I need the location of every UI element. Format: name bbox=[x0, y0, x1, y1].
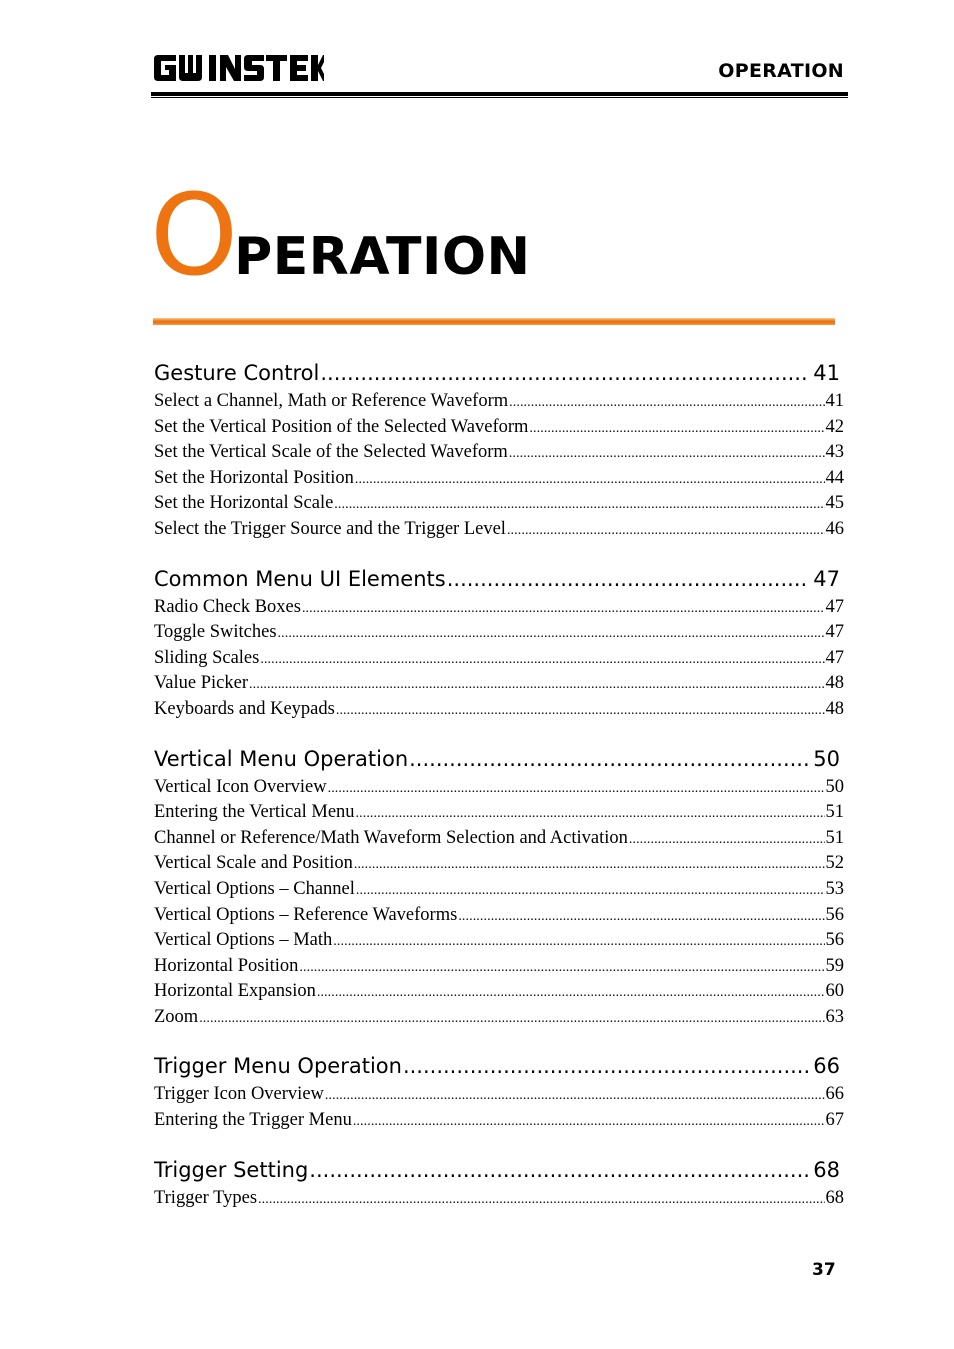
toc-entry-title: Value Picker bbox=[154, 673, 249, 694]
toc-leader-dots bbox=[334, 492, 824, 517]
toc-leader-dots bbox=[409, 744, 808, 775]
toc-entry[interactable] bbox=[154, 877, 844, 903]
toc-leader-dots bbox=[336, 698, 825, 723]
toc-entry-title: Entering the Trigger Menu bbox=[154, 1110, 352, 1131]
toc-entry-page: 42 bbox=[825, 416, 844, 437]
toc-entry[interactable] bbox=[154, 440, 844, 466]
toc-section-page: 68 bbox=[813, 1157, 840, 1182]
chapter-divider bbox=[153, 318, 835, 325]
toc-entry-title: Keyboards and Keypads bbox=[154, 698, 335, 719]
toc-entry[interactable] bbox=[154, 697, 844, 723]
toc-entry-title: Vertical Options – Math bbox=[154, 930, 333, 951]
toc-entry[interactable] bbox=[154, 775, 844, 801]
toc-entry-title: Trigger Icon Overview bbox=[154, 1084, 324, 1105]
toc-leader-dots bbox=[355, 467, 825, 492]
toc-entry[interactable] bbox=[154, 1108, 844, 1134]
toc-leader-dots bbox=[278, 621, 825, 646]
toc-entry[interactable] bbox=[154, 826, 844, 852]
toc-entry-page: 43 bbox=[825, 442, 844, 463]
toc-section-heading[interactable] bbox=[154, 1155, 844, 1186]
toc-entry[interactable] bbox=[154, 620, 844, 646]
header-section-title: OPERATION bbox=[718, 60, 844, 82]
toc-entry-title: Vertical Options – Reference Waveforms bbox=[154, 904, 458, 925]
toc-entry[interactable] bbox=[154, 491, 844, 517]
toc-section-heading[interactable] bbox=[154, 744, 844, 775]
toc-entry-page: 60 bbox=[825, 981, 844, 1002]
toc-leader-dots bbox=[458, 904, 824, 929]
toc-section-title: Trigger Menu Operation bbox=[154, 1054, 402, 1079]
toc-entry-page: 50 bbox=[825, 776, 844, 797]
toc-entry-page: 68 bbox=[825, 1187, 844, 1208]
toc-entry-title: Radio Check Boxes bbox=[154, 596, 301, 617]
toc-entry-page: 52 bbox=[825, 853, 844, 874]
toc-section bbox=[154, 358, 844, 543]
toc-section-page: 50 bbox=[813, 746, 840, 771]
toc-section bbox=[154, 744, 844, 1031]
toc-entry-title: Set the Vertical Position of the Selected Waveform bbox=[154, 416, 529, 437]
toc-entry-page: 47 bbox=[825, 647, 844, 668]
toc-entry-title: Trigger Types bbox=[154, 1187, 258, 1208]
toc-entry[interactable] bbox=[154, 851, 844, 877]
toc-section bbox=[154, 1051, 844, 1133]
toc-entry-page: 56 bbox=[825, 904, 844, 925]
toc-leader-dots bbox=[258, 1187, 824, 1212]
toc-entry[interactable] bbox=[154, 1082, 844, 1108]
toc-leader-dots bbox=[529, 416, 824, 441]
toc-section bbox=[154, 564, 844, 723]
toc-leader-dots bbox=[356, 801, 825, 826]
toc-entry-title: Select a Channel, Math or Reference Waveform bbox=[154, 391, 509, 411]
toc-entry-page: 51 bbox=[825, 827, 844, 848]
toc-entry[interactable] bbox=[154, 1186, 844, 1212]
toc-entry-title: Toggle Switches bbox=[154, 622, 277, 643]
toc-section-title: Trigger Setting bbox=[154, 1157, 309, 1182]
header-rule-thin bbox=[151, 97, 848, 98]
toc-entry[interactable] bbox=[154, 646, 844, 672]
toc-section-page: 47 bbox=[813, 566, 840, 591]
chapter-initial: O bbox=[150, 171, 239, 301]
toc-leader-dots bbox=[328, 776, 825, 801]
toc-entry-page: 48 bbox=[825, 673, 844, 694]
toc-entry-page: 41 bbox=[825, 391, 844, 411]
gw-instek-logo bbox=[154, 55, 324, 83]
toc-entry-title: Set the Horizontal Scale bbox=[154, 493, 334, 514]
toc-entry-title: Horizontal Expansion bbox=[154, 981, 316, 1002]
toc-entry-page: 56 bbox=[825, 930, 844, 951]
toc-leader-dots bbox=[447, 564, 809, 595]
toc-entry[interactable] bbox=[154, 800, 844, 826]
toc-leader-dots bbox=[333, 929, 824, 954]
toc-entry[interactable] bbox=[154, 595, 844, 621]
toc-entry-title: Sliding Scales bbox=[154, 647, 260, 668]
chapter-title bbox=[150, 171, 531, 301]
toc-entry[interactable] bbox=[154, 671, 844, 697]
toc-leader-dots bbox=[199, 1006, 824, 1031]
header-rule bbox=[151, 92, 848, 96]
toc-entry[interactable] bbox=[154, 1005, 844, 1031]
table-of-contents bbox=[154, 358, 844, 1232]
toc-section-heading[interactable] bbox=[154, 358, 844, 389]
toc-leader-dots bbox=[309, 1155, 808, 1186]
toc-section-heading[interactable] bbox=[154, 564, 844, 595]
toc-section-page: 66 bbox=[813, 1054, 840, 1079]
toc-entry-page: 59 bbox=[825, 955, 844, 976]
toc-entry[interactable] bbox=[154, 903, 844, 929]
toc-leader-dots bbox=[317, 980, 825, 1005]
toc-entry-page: 66 bbox=[825, 1084, 844, 1105]
toc-entry-page: 47 bbox=[825, 596, 844, 617]
toc-leader-dots bbox=[509, 390, 824, 415]
toc-entry-title: Vertical Options – Channel bbox=[154, 878, 355, 899]
toc-entry-title: Horizontal Position bbox=[154, 955, 299, 976]
toc-entry[interactable] bbox=[154, 415, 844, 441]
toc-entry-title: Channel or Reference/Math Waveform Selection and Activation bbox=[154, 827, 628, 848]
toc-entry-title: Select the Trigger Source and the Trigger Level bbox=[154, 518, 506, 539]
toc-leader-dots bbox=[629, 827, 825, 852]
toc-entry-title: Vertical Scale and Position bbox=[154, 853, 353, 874]
toc-leader-dots bbox=[354, 852, 825, 877]
toc-leader-dots bbox=[320, 358, 808, 389]
toc-entry-page: 45 bbox=[825, 493, 844, 514]
toc-leader-dots bbox=[325, 1083, 825, 1108]
toc-section-page: 41 bbox=[813, 361, 840, 385]
toc-entry-title: Vertical Icon Overview bbox=[154, 776, 327, 797]
toc-entry-page: 53 bbox=[825, 878, 844, 899]
toc-entry-page: 47 bbox=[825, 622, 844, 643]
toc-leader-dots bbox=[509, 441, 825, 466]
toc-entry[interactable] bbox=[154, 954, 844, 980]
toc-entry[interactable] bbox=[154, 466, 844, 492]
toc-entry-page: 46 bbox=[825, 518, 844, 539]
toc-entry[interactable] bbox=[154, 979, 844, 1005]
toc-section-title: Common Menu UI Elements bbox=[154, 566, 446, 591]
toc-entry-page: 63 bbox=[825, 1006, 844, 1027]
toc-section-title: Gesture Control bbox=[154, 361, 320, 385]
toc-entry-title: Set the Horizontal Position bbox=[154, 467, 354, 488]
toc-leader-dots bbox=[356, 878, 825, 903]
toc-section-title: Vertical Menu Operation bbox=[154, 746, 409, 771]
toc-entry[interactable] bbox=[154, 517, 844, 543]
page-number: 37 bbox=[812, 1260, 836, 1280]
toc-leader-dots bbox=[299, 955, 824, 980]
toc-entry-title: Zoom bbox=[154, 1006, 199, 1027]
toc-leader-dots bbox=[403, 1051, 808, 1082]
toc-entry-page: 67 bbox=[825, 1110, 844, 1131]
toc-section bbox=[154, 1155, 844, 1212]
toc-leader-dots bbox=[249, 672, 824, 697]
toc-leader-dots bbox=[302, 596, 825, 621]
chapter-title-rest: PERATION bbox=[234, 227, 531, 287]
toc-leader-dots bbox=[260, 647, 824, 672]
toc-section-heading[interactable] bbox=[154, 1051, 844, 1082]
toc-entry-page: 44 bbox=[825, 467, 844, 488]
toc-entry-title: Entering the Vertical Menu bbox=[154, 802, 355, 823]
toc-leader-dots bbox=[353, 1109, 825, 1134]
toc-leader-dots bbox=[507, 518, 825, 543]
toc-entry[interactable] bbox=[154, 928, 844, 954]
toc-entry-title: Set the Vertical Scale of the Selected Waveform bbox=[154, 442, 508, 463]
toc-entry[interactable] bbox=[154, 389, 844, 415]
toc-entry-page: 51 bbox=[825, 802, 844, 823]
toc-entry-page: 48 bbox=[825, 698, 844, 719]
